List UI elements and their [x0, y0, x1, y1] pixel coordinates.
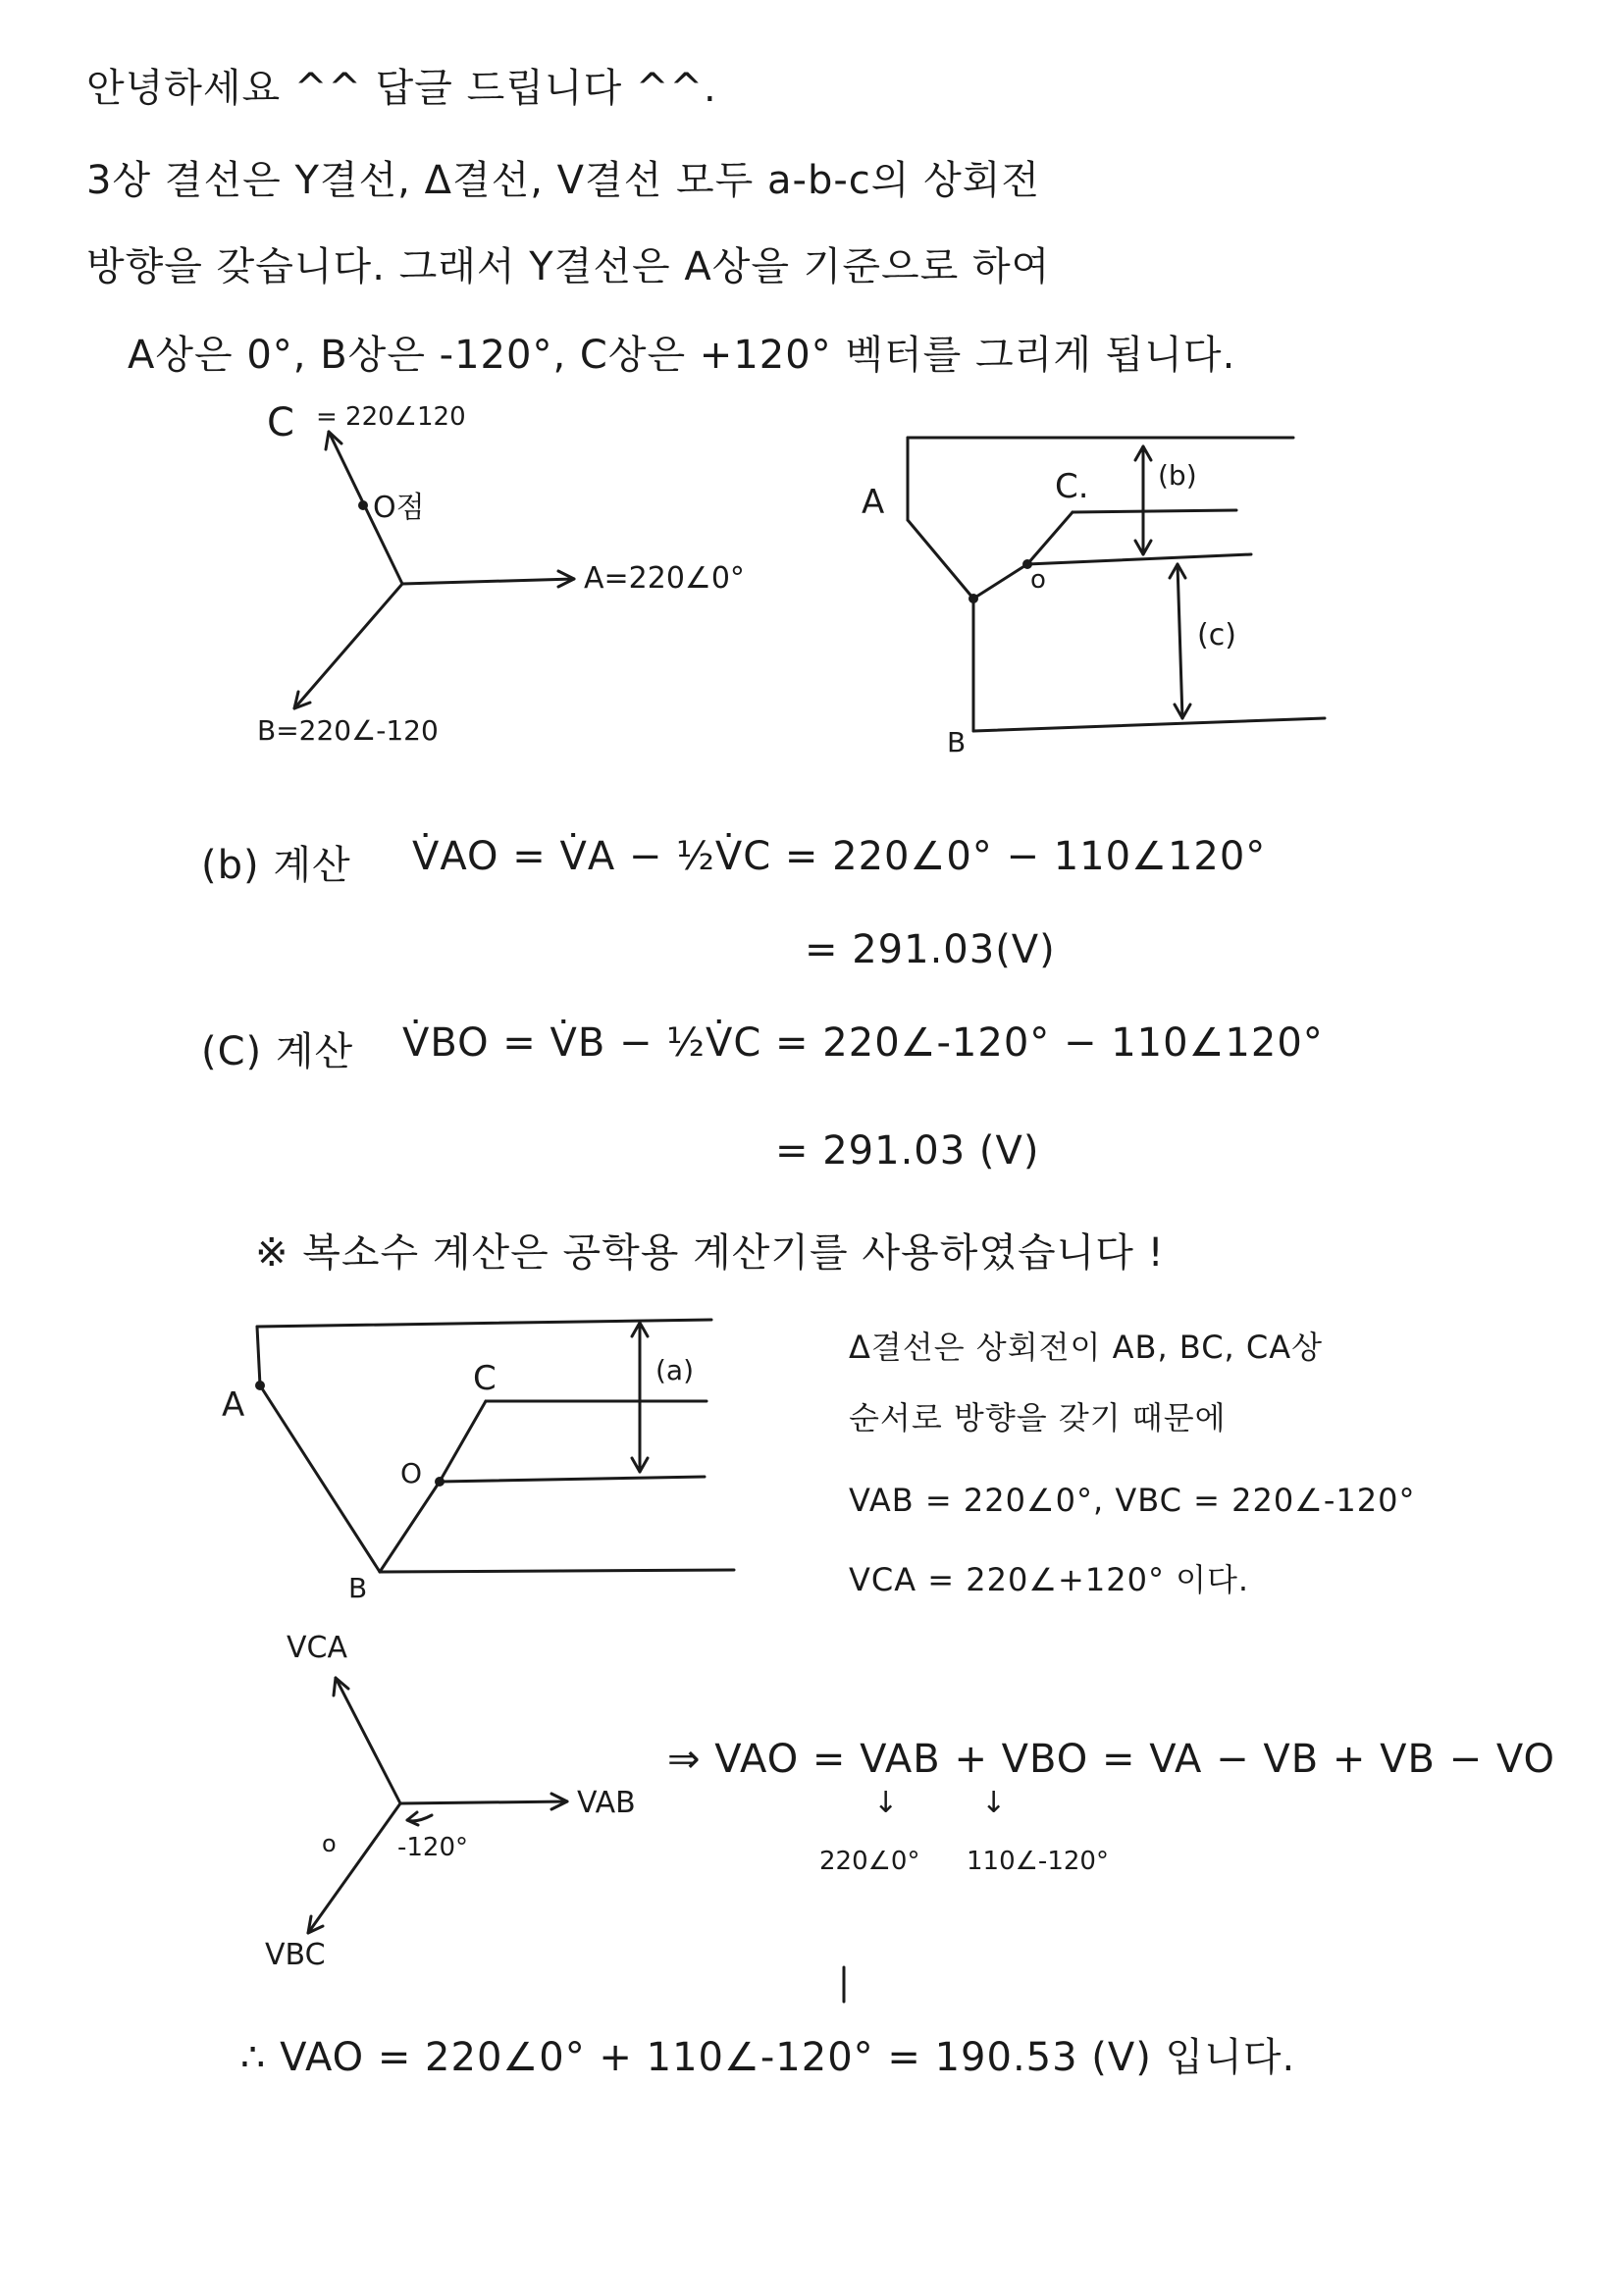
- sum-arrow-2: ↓: [981, 1786, 1007, 1820]
- calc-c-label: (C) 계산: [201, 1029, 354, 1074]
- phasor2-o: o: [322, 1830, 337, 1857]
- intro-line-1: 안녕하세요 ^^ 답글 드립니다 ^^.: [86, 66, 717, 111]
- phasor1-c-value: = 220∠120: [316, 402, 466, 432]
- wiring2-c: C: [473, 1359, 497, 1398]
- sum-sub-1: 220∠0°: [819, 1847, 920, 1876]
- phasor2-angle: -120°: [397, 1833, 469, 1862]
- wiring1-b: B: [947, 726, 967, 758]
- phasor-diagram-delta: [308, 1678, 844, 2002]
- sum-arrow-1: ↓: [873, 1786, 899, 1820]
- intro-line-2: 3상 결선은 Y결선, Δ결선, V결선 모두 a-b-c의 상회전: [86, 158, 1041, 203]
- calc-b-result: = 291.03(V): [805, 927, 1056, 972]
- calc-b-eq: V̇AO = V̇A − ½V̇C = 220∠0° − 110∠120°: [412, 834, 1267, 879]
- phasor1-o-label: O점: [373, 491, 425, 525]
- delta-line-3: VAB = 220∠0°, VBC = 220∠-120°: [849, 1482, 1416, 1519]
- calc-b-label: (b) 계산: [201, 843, 351, 888]
- sum-sub-2: 110∠-120°: [967, 1847, 1109, 1876]
- wiring2-b: B: [348, 1572, 368, 1604]
- wiring1-dim-b: (b): [1158, 459, 1197, 492]
- note-line: ※ 복소수 계산은 공학용 계산기를 사용하였습니다 !: [255, 1230, 1165, 1276]
- wiring2-dim-a: (a): [655, 1354, 695, 1386]
- phasor1-a-value: A=220∠0°: [584, 561, 745, 596]
- phasor-diagram-y: [294, 432, 574, 708]
- wiring2-o: O: [400, 1457, 423, 1489]
- wiring1-dim-c: (c): [1197, 618, 1236, 652]
- intro-line-4: A상은 0°, B상은 -120°, C상은 +120° 벡터를 그리게 됩니다.: [128, 333, 1236, 378]
- phasor1-c-label: C: [267, 400, 294, 445]
- phasor2-vbc: VBC: [265, 1938, 326, 1972]
- final-answer: ∴ VAO = 220∠0° + 110∠-120° = 190.53 (V) 입니다.: [240, 2035, 1296, 2080]
- wiring1-c: C.: [1055, 467, 1089, 506]
- delta-line-2: 순서로 방향을 갖기 때문에: [849, 1399, 1227, 1436]
- delta-line-1: Δ결선은 상회전이 AB, BC, CA상: [849, 1329, 1324, 1366]
- wiring-diagram-1: [908, 438, 1325, 731]
- intro-line-3: 방향을 갖습니다. 그래서 Y결선은 A상을 기준으로 하여: [86, 244, 1051, 289]
- calc-c-result: = 291.03 (V): [775, 1128, 1040, 1174]
- calc-c-eq: V̇BO = V̇B − ½V̇C = 220∠-120° − 110∠120°: [402, 1020, 1324, 1066]
- phasor1-b-value: B=220∠-120: [257, 714, 439, 747]
- phasor2-vab: VAB: [577, 1786, 636, 1820]
- sum-equation: ⇒ VAO = VAB + VBO = VA − VB + VB − VO: [667, 1737, 1555, 1782]
- delta-line-4: VCA = 220∠+120° 이다.: [849, 1561, 1250, 1598]
- wiring2-a: A: [222, 1385, 245, 1425]
- wiring1-a: A: [862, 483, 885, 522]
- phasor2-vca: VCA: [287, 1631, 347, 1665]
- wiring1-o: o: [1030, 565, 1046, 595]
